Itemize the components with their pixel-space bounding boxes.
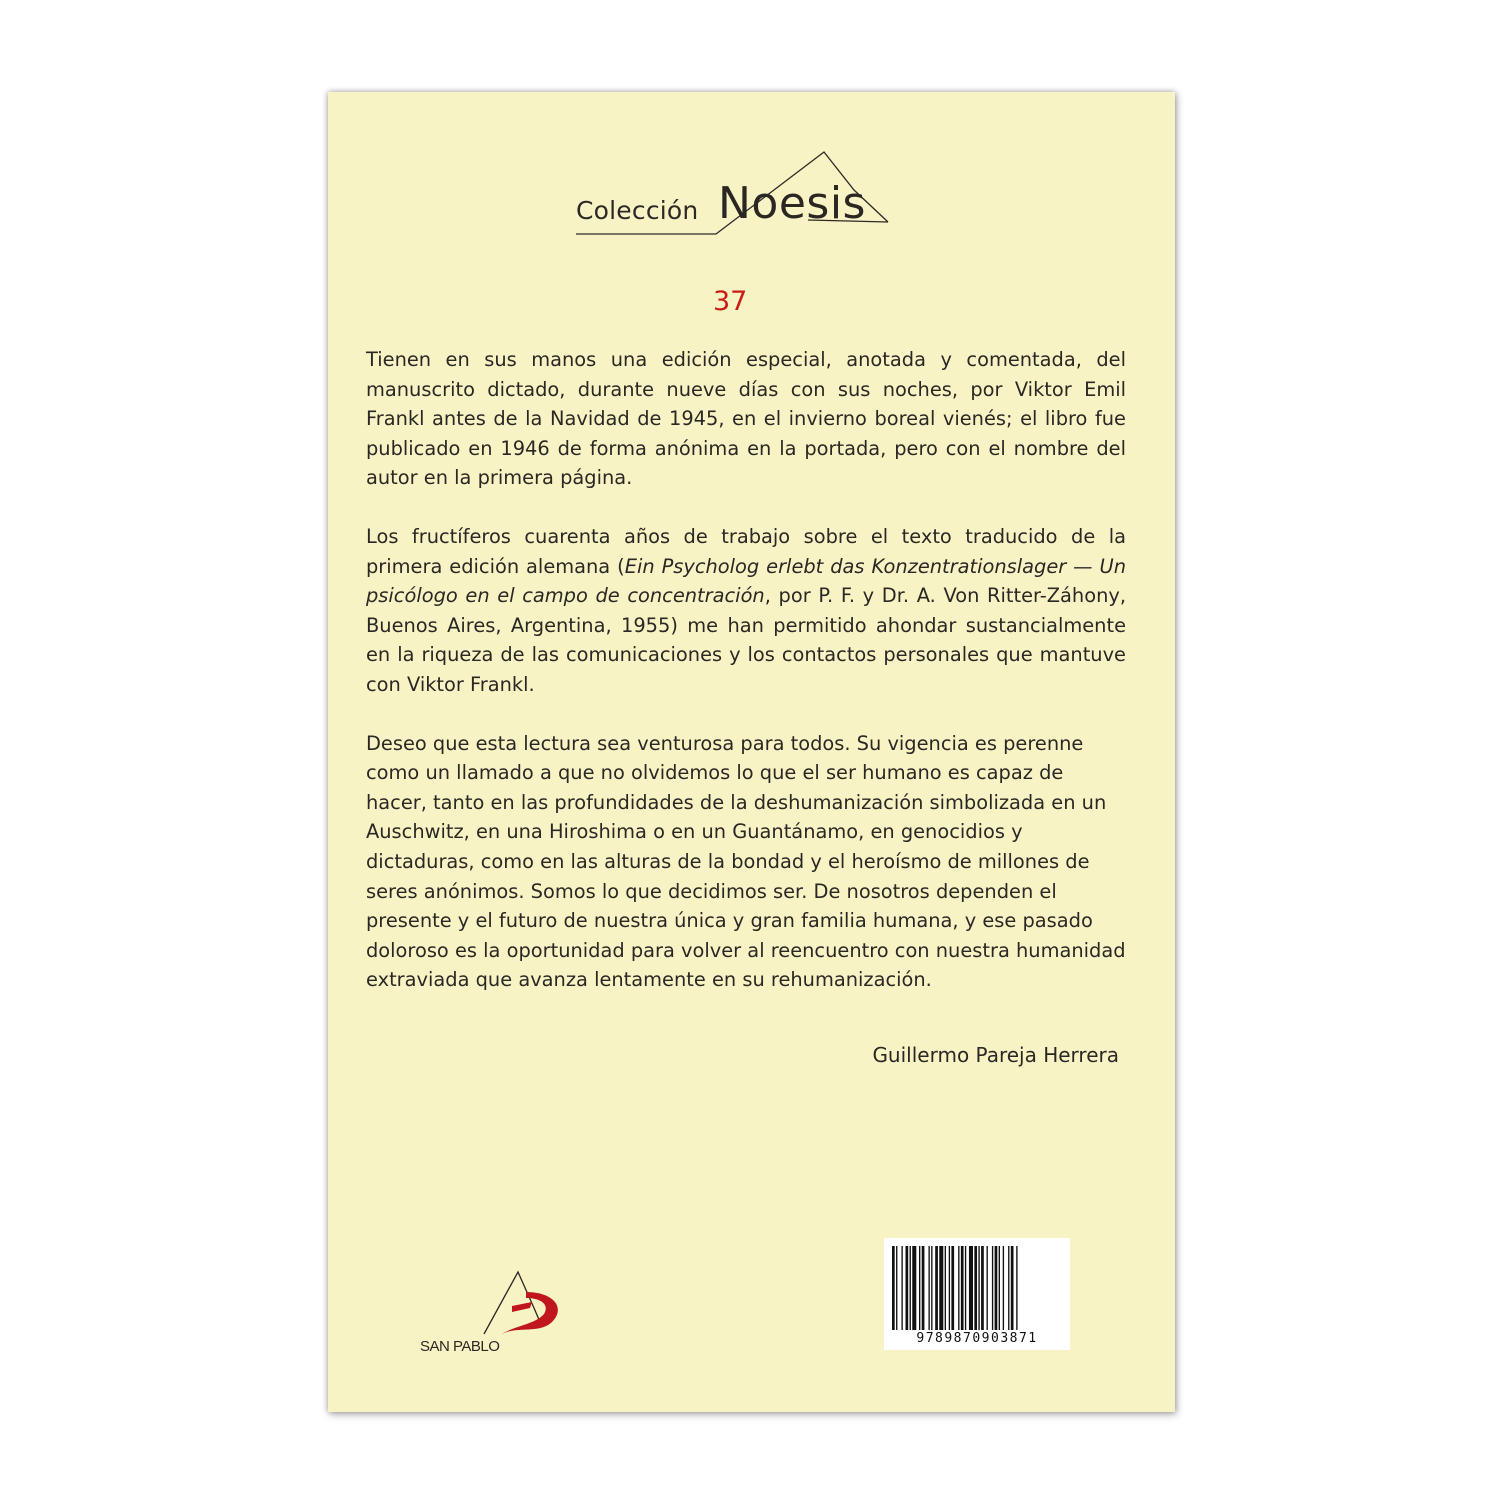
- paragraph-3: Deseo que esta lectura sea venturosa para todos. Su vigencia es perenne como un llamado a que no olvidemos lo que el ser humano es capaz de hacer, tanto en las profundidades de la deshumanización simbolizada en un Auschwitz, en una Hiroshima o en un Guantánamo, en genocidios y dictaduras, como en las alturas de la bondad y el heroísmo de millones de seres anónimos. Somos lo que decidimos ser. De nosotros dependen el presente y el futuro de nuestra única y gran familia humana, y ese pasado doloroso es la oportunidad para volver al reencuentro con nuestra humanidad extraviada que avanza lentamente en su rehumanización.: [366, 731, 1126, 992]
- barcode-bar: [992, 1246, 993, 1330]
- barcode-bar: [919, 1246, 920, 1330]
- paragraph-2-start: Los fructíferos cuarenta años de trabajo sobre el texto traducido de la primera edición alemana (: [366, 524, 1126, 578]
- barcode-bar: [1016, 1246, 1017, 1330]
- paragraph-2-italic-title: Ein Psycholog erlebt das Konzentrationslager — Un psicólogo en el campo de concentración: [366, 554, 1126, 608]
- isbn-barcode: [884, 1238, 1070, 1350]
- paragraph-2: [366, 522, 1126, 700]
- isbn-digits: 9789870903871: [916, 1331, 1038, 1346]
- volume-number: 37: [713, 286, 748, 317]
- barcode-bar: [974, 1246, 977, 1330]
- barcode-bar: [901, 1246, 902, 1330]
- publisher-name: SAN PABLO: [420, 1338, 500, 1355]
- barcode-bar: [922, 1246, 925, 1330]
- series-prefix: Colección: [576, 196, 699, 225]
- barcode-bar: [1011, 1246, 1014, 1330]
- series-name: Noesis: [718, 178, 866, 229]
- barcode-bar: [939, 1246, 943, 1330]
- barcode-bar: [999, 1246, 1000, 1330]
- barcode-bar: [951, 1246, 954, 1330]
- barcode-bar: [949, 1246, 950, 1330]
- barcode-bar: [981, 1246, 984, 1330]
- author-signature: Guillermo Pareja Herrera: [872, 1043, 1119, 1067]
- barcode-bar: [958, 1246, 959, 1330]
- barcode-bar: [935, 1246, 938, 1330]
- barcode-bar: [1008, 1246, 1009, 1330]
- barcode-bar: [987, 1246, 988, 1330]
- paragraph-1: Tienen en sus manos una edición especial, anotada y comentada, del manuscrito dictado, durante nueve días con sus noches, por Viktor Emil Frankl antes de la Navidad de 1945, en el invierno boreal vienés; el libro fue publicado en 1946 de forma anónima en la portada, pero con el nombre del autor en la primera página.: [366, 348, 1126, 490]
- barcode-bar: [931, 1246, 932, 1330]
- barcode-bar: [892, 1246, 895, 1330]
- barcode-bar: [965, 1246, 966, 1330]
- paragraph-2-end: , por P. F. y Dr. A. Von Ritter-Záhony, Buenos Aires, Argentina, 1955) me han permitido ahondar sustancialmente en la riqueza de las comunicaciones y los contactos personales que mantuve con Viktor Frankl.: [366, 584, 1126, 696]
- barcode-bar: [978, 1246, 979, 1330]
- barcode-bars: [892, 1246, 1062, 1330]
- san-pablo-logo-icon: [416, 1268, 566, 1340]
- barcode-bar: [961, 1246, 964, 1330]
- barcode-bar: [896, 1246, 897, 1330]
- barcode-bar: [945, 1246, 946, 1330]
- barcode-bar: [906, 1246, 909, 1330]
- book-back-cover: [328, 92, 1175, 1412]
- publisher-logo: [416, 1268, 566, 1358]
- barcode-bar: [928, 1246, 929, 1330]
- barcode-bar: [912, 1246, 916, 1330]
- series-logo: [576, 150, 896, 240]
- barcode-bar: [1003, 1246, 1004, 1330]
- barcode-bar: [995, 1246, 998, 1330]
- barcode-bar: [969, 1246, 973, 1330]
- barcode-bar: [910, 1246, 911, 1330]
- back-cover-text: [366, 345, 1126, 1024]
